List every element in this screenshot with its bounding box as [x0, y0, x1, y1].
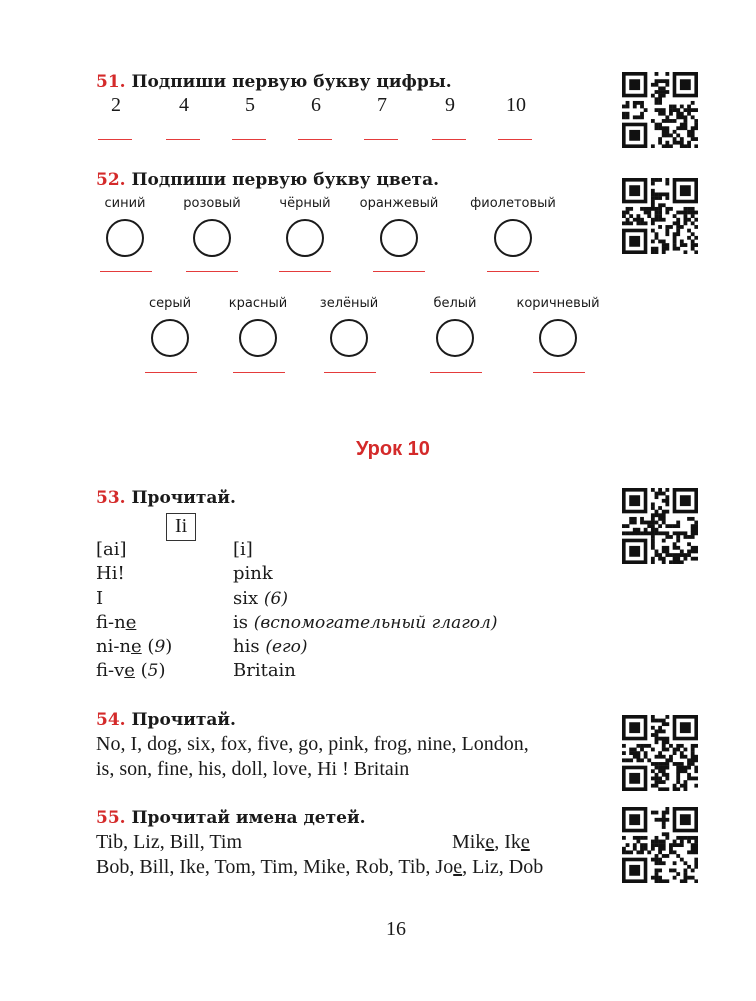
- name-part: , Ik: [494, 831, 521, 853]
- name-part: Bob, Bill, Ike, Tom, Tim, Mike, Rob, Tib, Jo: [96, 856, 454, 878]
- word: [233, 636, 307, 657]
- answer-line[interactable]: [324, 372, 376, 373]
- color-name-green: зелёный: [319, 296, 379, 311]
- sound-i: [i]: [233, 539, 253, 560]
- word: [233, 588, 288, 609]
- answer-line[interactable]: [498, 139, 532, 140]
- exercise-55-title: [96, 808, 366, 828]
- exercise-number: 51.: [96, 72, 126, 92]
- translation-note: (его): [265, 637, 308, 657]
- qr-code-icon[interactable]: [622, 715, 698, 791]
- answer-line[interactable]: [487, 271, 539, 272]
- exercise-instruction: Прочитай.: [131, 488, 236, 508]
- digit-7: 7: [377, 94, 387, 116]
- silent-letter: e: [485, 831, 495, 853]
- digit-4: 4: [179, 94, 189, 116]
- names-line: [452, 831, 530, 854]
- translation-note: (6): [263, 589, 288, 609]
- exercise-number: 54.: [96, 710, 126, 730]
- word-part: six: [233, 588, 264, 609]
- silent-letter: e: [124, 660, 135, 681]
- exercise-54-title: [96, 710, 236, 730]
- word-part: his: [233, 636, 266, 657]
- color-name-pink: розовый: [183, 196, 241, 211]
- name-part: , Liz, Dob: [462, 856, 544, 878]
- translation-note: (вспомогательный глагол): [253, 613, 498, 633]
- digit-note: 5: [147, 661, 159, 681]
- color-circle[interactable]: [193, 219, 231, 257]
- silent-letter: e: [131, 636, 142, 657]
- color-name-brown: коричневый: [516, 296, 600, 311]
- lesson-title: Урок 10: [356, 438, 430, 460]
- color-name-grey: серый: [148, 296, 192, 311]
- color-circle[interactable]: [151, 319, 189, 357]
- word: Britain: [233, 660, 296, 681]
- digit-2: 2: [111, 94, 121, 116]
- word-part: ): [165, 636, 173, 657]
- answer-line[interactable]: [373, 271, 425, 272]
- silent-letter: e: [520, 831, 530, 853]
- exercise-instruction: Прочитай имена детей.: [131, 808, 366, 828]
- word-part: fi-v: [96, 660, 125, 681]
- answer-line[interactable]: [98, 139, 132, 140]
- digit-note: 9: [154, 637, 166, 657]
- word: I: [96, 588, 104, 609]
- digit-6: 6: [311, 94, 321, 116]
- word: [233, 612, 498, 633]
- exercise-instruction: Подпиши первую букву цифры.: [131, 72, 452, 92]
- answer-line[interactable]: [430, 372, 482, 373]
- name-part: Mik: [452, 831, 486, 853]
- color-name-violet: фиолетовый: [470, 196, 556, 211]
- digit-10: 10: [506, 94, 526, 116]
- silent-letter: e: [125, 612, 137, 633]
- answer-line[interactable]: [233, 372, 285, 373]
- silent-letter: e: [453, 856, 463, 878]
- answer-line[interactable]: [432, 139, 466, 140]
- word: pink: [233, 563, 273, 584]
- names-line: Tib, Liz, Bill, Tim: [96, 831, 242, 853]
- word: [96, 612, 136, 633]
- color-circle[interactable]: [286, 219, 324, 257]
- exercise-instruction: Подпиши первую букву цвета.: [131, 170, 440, 190]
- exercise-53-title: [96, 488, 236, 508]
- word-part: (: [141, 636, 155, 657]
- word-part: is: [233, 612, 254, 633]
- color-circle[interactable]: [330, 319, 368, 357]
- exercise-number: 52.: [96, 170, 126, 190]
- answer-line[interactable]: [533, 372, 585, 373]
- word: [96, 660, 166, 681]
- qr-code-icon[interactable]: [622, 72, 698, 148]
- color-name-blue: синий: [104, 196, 146, 211]
- answer-line[interactable]: [232, 139, 266, 140]
- exercise-51-title: [96, 72, 452, 92]
- color-name-white: белый: [433, 296, 477, 311]
- qr-code-icon[interactable]: [622, 807, 698, 883]
- digit-9: 9: [445, 94, 455, 116]
- word-part: ): [158, 660, 166, 681]
- answer-line[interactable]: [186, 271, 238, 272]
- word-part: (: [134, 660, 148, 681]
- answer-line[interactable]: [298, 139, 332, 140]
- reading-line: is, son, fine, his, doll, love, Hi ! Britain: [96, 758, 410, 780]
- word: [96, 636, 172, 657]
- color-circle[interactable]: [494, 219, 532, 257]
- qr-code-icon[interactable]: [622, 488, 698, 564]
- sound-ai: [ai]: [96, 539, 127, 560]
- qr-code-icon[interactable]: [622, 178, 698, 254]
- answer-line[interactable]: [145, 372, 197, 373]
- digit-5: 5: [245, 94, 255, 116]
- answer-line[interactable]: [364, 139, 398, 140]
- exercise-number: 55.: [96, 808, 126, 828]
- page-number: 16: [386, 918, 406, 940]
- color-circle[interactable]: [380, 219, 418, 257]
- word: Hi!: [96, 563, 125, 584]
- letter-box: Ii: [166, 513, 196, 541]
- color-circle[interactable]: [239, 319, 277, 357]
- word-part: ni-n: [96, 636, 132, 657]
- exercise-number: 53.: [96, 488, 126, 508]
- answer-line[interactable]: [100, 271, 152, 272]
- reading-line: No, I, dog, six, fox, five, go, pink, frog, nine, London,: [96, 733, 529, 755]
- color-name-black: чёрный: [279, 196, 331, 211]
- color-circle[interactable]: [539, 319, 577, 357]
- color-circle[interactable]: [106, 219, 144, 257]
- exercise-instruction: Прочитай.: [131, 710, 236, 730]
- answer-line[interactable]: [279, 271, 331, 272]
- color-name-orange: оранжевый: [359, 196, 439, 211]
- answer-line[interactable]: [166, 139, 200, 140]
- color-name-red: красный: [228, 296, 288, 311]
- color-circle[interactable]: [436, 319, 474, 357]
- word-part: fi-n: [96, 612, 126, 633]
- exercise-52-title: [96, 170, 439, 190]
- names-line: [96, 856, 543, 879]
